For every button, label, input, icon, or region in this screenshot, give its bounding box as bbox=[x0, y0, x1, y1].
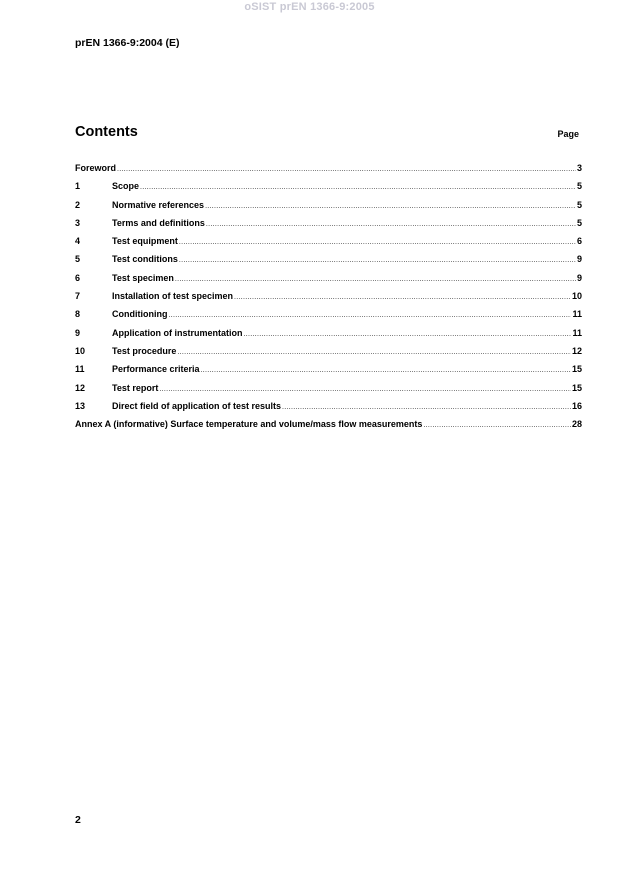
toc-entry-title: Test conditions bbox=[112, 254, 178, 265]
toc-entry-title: Normative references bbox=[112, 199, 205, 210]
toc-leader-dots bbox=[177, 349, 571, 356]
toc-entry-title: Annex A (informative) Surface temperature and volume/mass flow measurements bbox=[75, 419, 423, 430]
toc-leader-dots bbox=[205, 203, 576, 210]
toc-leader-dots bbox=[175, 276, 576, 283]
toc-entry-title: Scope bbox=[112, 181, 140, 192]
table-of-contents bbox=[75, 163, 582, 437]
toc-entry-number: 13 bbox=[75, 400, 86, 411]
toc-leader-dots bbox=[423, 422, 571, 429]
toc-entry-page: 11 bbox=[572, 327, 582, 338]
toc-entry-installation-of-test-specimen[interactable] bbox=[75, 291, 582, 309]
toc-entry-title: Test specimen bbox=[112, 272, 174, 283]
page-column-heading: Page bbox=[557, 129, 579, 139]
toc-entry-title: Terms and definitions bbox=[112, 217, 205, 228]
toc-entry-number: 2 bbox=[75, 199, 81, 210]
toc-entry-number: 10 bbox=[75, 345, 86, 356]
toc-entry-number: 11 bbox=[75, 364, 85, 375]
toc-entry-test-specimen[interactable] bbox=[75, 273, 582, 291]
toc-entry-test-procedure[interactable] bbox=[75, 346, 582, 364]
toc-entry-number: 3 bbox=[75, 217, 81, 228]
toc-entry-title: Test procedure bbox=[112, 345, 177, 356]
toc-leader-dots bbox=[244, 331, 572, 338]
document-id: prEN 1366-9:2004 (E) bbox=[75, 37, 180, 49]
watermark: oSIST prEN 1366-9:2005 bbox=[244, 1, 375, 13]
contents-title: Contents bbox=[75, 124, 138, 140]
toc-entry-page: 9 bbox=[576, 272, 582, 283]
toc-entry-number: 1 bbox=[75, 181, 81, 192]
toc-entry-page: 5 bbox=[576, 217, 582, 228]
toc-entry-number: 9 bbox=[75, 327, 81, 338]
toc-entry-number: 6 bbox=[75, 272, 81, 283]
toc-entry-page: 16 bbox=[571, 400, 582, 411]
toc-entry-scope[interactable] bbox=[75, 181, 582, 199]
toc-entry-test-equipment[interactable] bbox=[75, 236, 582, 254]
toc-leader-dots bbox=[282, 404, 571, 411]
toc-entry-page: 28 bbox=[571, 419, 582, 430]
toc-entry-number: 5 bbox=[75, 254, 81, 265]
toc-entry-test-conditions[interactable] bbox=[75, 254, 582, 272]
toc-leader-dots bbox=[159, 386, 571, 393]
toc-entry-page: 10 bbox=[571, 291, 582, 302]
toc-entry-number: 7 bbox=[75, 291, 81, 302]
toc-entry-number: 12 bbox=[75, 382, 86, 393]
toc-entry-title: Performance criteria bbox=[112, 364, 200, 375]
toc-leader-dots bbox=[179, 257, 576, 264]
toc-entry-normative-references[interactable] bbox=[75, 200, 582, 218]
toc-entry-title: Test equipment bbox=[112, 236, 178, 247]
toc-entry-conditioning[interactable] bbox=[75, 309, 582, 327]
toc-leader-dots bbox=[234, 294, 571, 301]
toc-entry-title: Conditioning bbox=[112, 309, 168, 320]
toc-entry-test-report[interactable] bbox=[75, 383, 582, 401]
toc-leader-dots bbox=[168, 312, 571, 319]
toc-entry-terms-and-definitions[interactable] bbox=[75, 218, 582, 236]
toc-entry-number: 8 bbox=[75, 309, 81, 320]
footer-page-number: 2 bbox=[75, 814, 81, 826]
toc-entry-page: 15 bbox=[571, 382, 582, 393]
toc-entry-foreword[interactable] bbox=[75, 163, 582, 181]
toc-entry-page: 9 bbox=[576, 254, 582, 265]
toc-entry-page: 5 bbox=[576, 181, 582, 192]
toc-entry-number: 4 bbox=[75, 236, 81, 247]
toc-entry-title: Installation of test specimen bbox=[112, 291, 234, 302]
toc-entry-performance-criteria[interactable] bbox=[75, 364, 582, 382]
toc-leader-dots bbox=[179, 239, 576, 246]
toc-entry-title: Foreword bbox=[75, 163, 117, 173]
toc-entry-page: 3 bbox=[576, 163, 582, 173]
toc-entry-page: 15 bbox=[571, 364, 582, 375]
toc-entry-title: Application of instrumentation bbox=[112, 327, 243, 338]
toc-leader-dots bbox=[140, 184, 576, 191]
toc-leader-dots bbox=[117, 166, 576, 173]
toc-entry-page: 6 bbox=[576, 236, 582, 247]
toc-entry-page: 5 bbox=[576, 199, 582, 210]
toc-entry-annex-a[interactable] bbox=[75, 419, 582, 437]
toc-leader-dots bbox=[201, 367, 571, 374]
toc-entry-page: 11 bbox=[572, 309, 582, 320]
toc-entry-application-of-instrumentation[interactable] bbox=[75, 328, 582, 346]
toc-entry-title: Test report bbox=[112, 382, 159, 393]
toc-entry-page: 12 bbox=[571, 345, 582, 356]
toc-entry-direct-field-of-application[interactable] bbox=[75, 401, 582, 419]
toc-entry-title: Direct field of application of test results bbox=[112, 400, 282, 411]
toc-leader-dots bbox=[206, 221, 576, 228]
